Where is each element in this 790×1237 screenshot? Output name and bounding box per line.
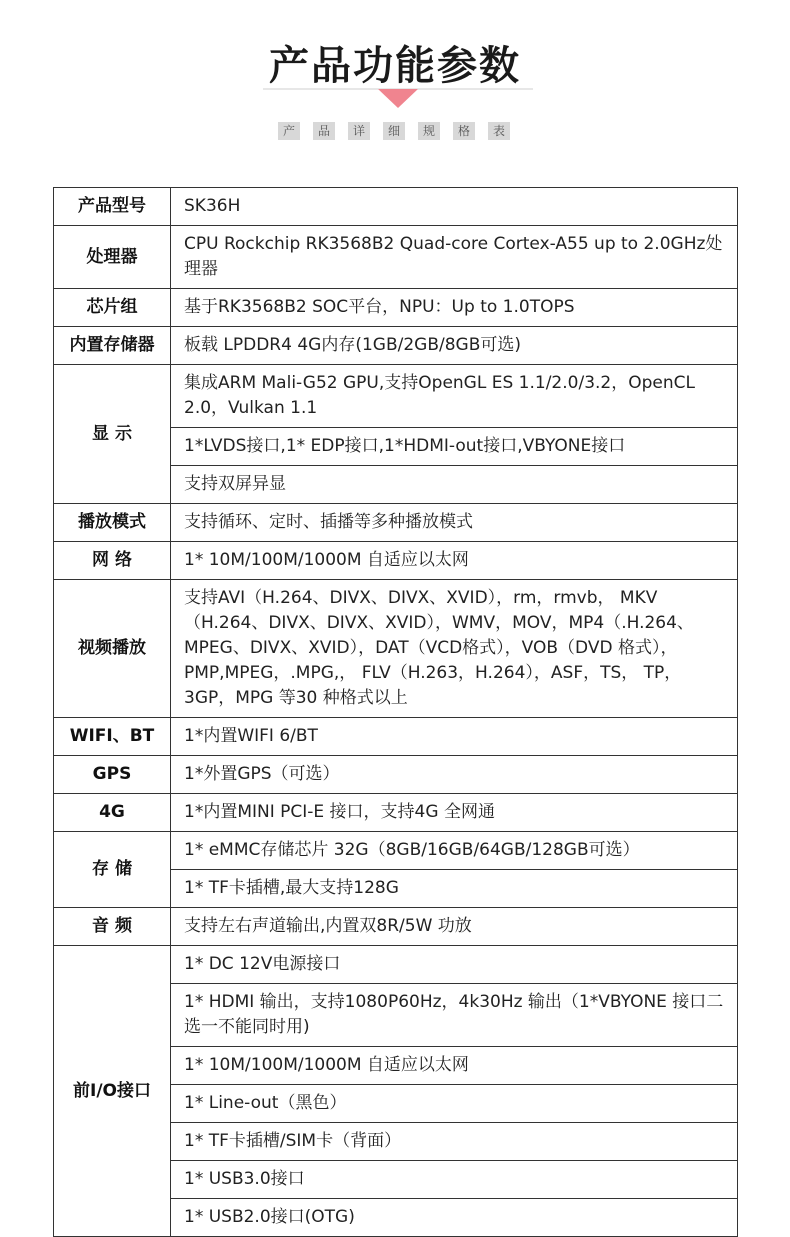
row-label-network: 网 络: [54, 542, 171, 580]
row-value-model: SK36H: [171, 188, 738, 226]
row-label-wifi-bt: WIFI、BT: [54, 718, 171, 756]
row-label-model: 产品型号: [54, 188, 171, 226]
table-row: [54, 718, 738, 756]
table-row: [54, 832, 738, 870]
row-value-io-tf-sim: 1* TF卡插槽/SIM卡（背面）: [171, 1123, 738, 1161]
row-value-audio: 支持左右声道输出,内置双8R/5W 功放: [171, 908, 738, 946]
subtitle-char: 规: [418, 122, 440, 140]
row-value-io-usb2: 1* USB2.0接口(OTG): [171, 1199, 738, 1237]
row-label-display: 显 示: [54, 365, 171, 504]
subtitle-char: 详: [348, 122, 370, 140]
row-value-playback-mode: 支持循环、定时、插播等多种播放模式: [171, 504, 738, 542]
subtitle-char: 品: [313, 122, 335, 140]
table-row: [54, 226, 738, 289]
subtitle-char: 产: [278, 122, 300, 140]
table-row: [54, 908, 738, 946]
row-value-io-usb3: 1* USB3.0接口: [171, 1161, 738, 1199]
table-row: [54, 289, 738, 327]
table-row: [54, 794, 738, 832]
row-value-storage-emmc: 1* eMMC存储芯片 32G（8GB/16GB/64GB/128GB可选）: [171, 832, 738, 870]
row-value-io-lineout: 1* Line-out（黑色）: [171, 1085, 738, 1123]
row-value-display-dual: 支持双屏异显: [171, 466, 738, 504]
row-value-processor: CPU Rockchip RK3568B2 Quad-core Cortex-A55 up to 2.0GHz处理器: [171, 226, 738, 289]
row-label-4g: 4G: [54, 794, 171, 832]
row-value-network: 1* 10M/100M/1000M 自适应以太网: [171, 542, 738, 580]
title-underline-decoration: [263, 88, 533, 108]
row-value-memory: 板载 LPDDR4 4G内存(1GB/2GB/8GB可选): [171, 327, 738, 365]
row-value-io-ethernet: 1* 10M/100M/1000M 自适应以太网: [171, 1047, 738, 1085]
row-label-front-io: 前I/O接口: [54, 946, 171, 1237]
row-value-video: 支持AVI（H.264、DIVX、DIVX、XVID），rm，rmvb， MKV（H.264、DIVX、DIVX、XVID），WMV，MOV，MP4（.H.264、MPEG、DIVX、XVID），DAT（VCD格式），VOB（DVD 格式），PMP,MPEG，.MPG,， FLV（H.263，H.264），ASF，TS， TP，3GP，MPG 等30 种格式以上: [171, 580, 738, 718]
row-label-chipset: 芯片组: [54, 289, 171, 327]
table-row: [54, 756, 738, 794]
row-label-memory: 内置存储器: [54, 327, 171, 365]
table-row: [54, 365, 738, 428]
row-value-io-hdmi: 1* HDMI 输出，支持1080P60Hz，4k30Hz 输出（1*VBYONE 接口二选一不能同时用): [171, 984, 738, 1047]
table-row: [54, 946, 738, 984]
table-row: [54, 188, 738, 226]
table-row: [54, 542, 738, 580]
row-value-chipset: 基于RK3568B2 SOC平台，NPU：Up to 1.0TOPS: [171, 289, 738, 327]
row-label-playback-mode: 播放模式: [54, 504, 171, 542]
subtitle-char: 格: [453, 122, 475, 140]
subtitle-char: 表: [488, 122, 510, 140]
row-label-processor: 处理器: [54, 226, 171, 289]
table-row: [54, 504, 738, 542]
row-label-video: 视频播放: [54, 580, 171, 718]
row-label-audio: 音 频: [54, 908, 171, 946]
row-value-storage-tf: 1* TF卡插槽,最大支持128G: [171, 870, 738, 908]
row-value-wifi-bt: 1*内置WIFI 6/BT: [171, 718, 738, 756]
table-row: [54, 327, 738, 365]
row-value-4g: 1*内置MINI PCI-E 接口，支持4G 全网通: [171, 794, 738, 832]
row-label-gps: GPS: [54, 756, 171, 794]
chevron-down-icon: [378, 89, 418, 108]
row-value-display-gpu: 集成ARM Mali-G52 GPU,支持OpenGL ES 1.1/2.0/3.2，OpenCL 2.0，Vulkan 1.1: [171, 365, 738, 428]
row-value-io-dc: 1* DC 12V电源接口: [171, 946, 738, 984]
table-row: [54, 580, 738, 718]
subtitle-spec-table: [278, 122, 510, 140]
row-value-gps: 1*外置GPS（可选）: [171, 756, 738, 794]
spec-table: [53, 187, 738, 1237]
page-title: 产品功能参数: [269, 43, 521, 89]
subtitle-char: 细: [383, 122, 405, 140]
row-value-display-interfaces: 1*LVDS接口,1* EDP接口,1*HDMI-out接口,VBYONE接口: [171, 428, 738, 466]
row-label-storage: 存 储: [54, 832, 171, 908]
